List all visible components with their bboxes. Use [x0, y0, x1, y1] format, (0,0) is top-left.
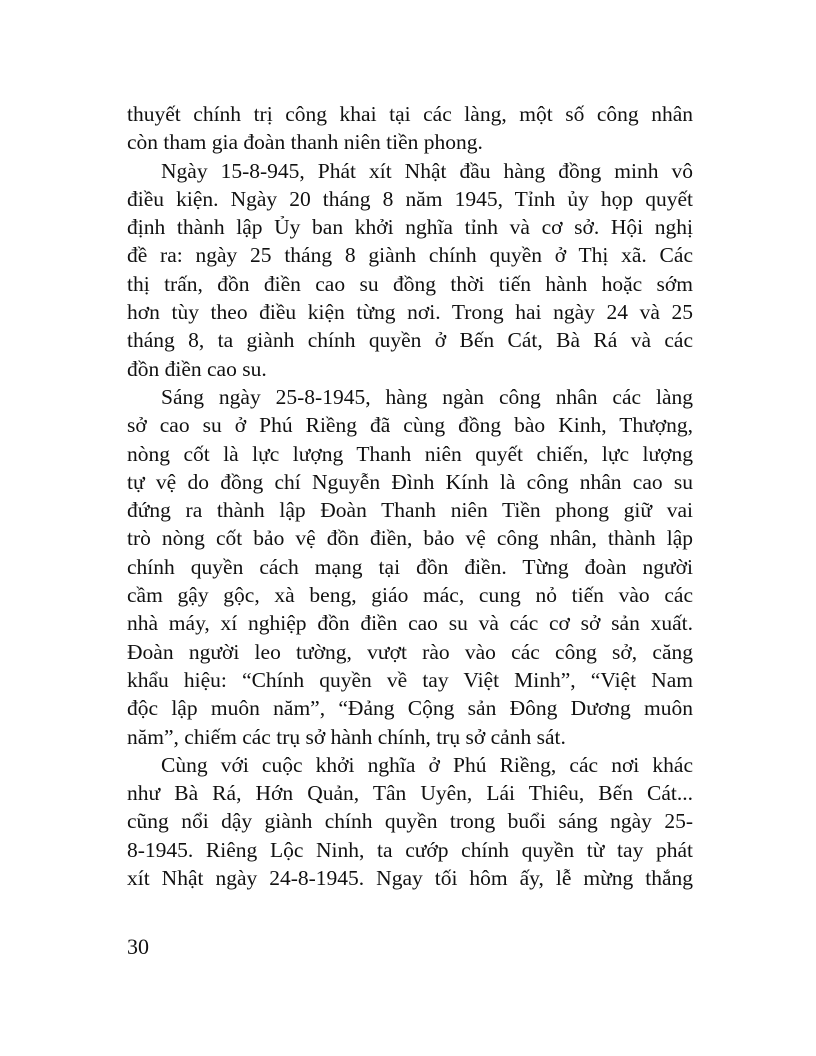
paragraph-2 [127, 157, 693, 383]
paragraph-4 [127, 751, 693, 892]
text-line: cũng nổi dậy giành chính quyền trong buổi sáng ngày 25- [127, 809, 693, 834]
paragraph-1 [127, 100, 693, 157]
text-line: nòng cốt là lực lượng Thanh niên quyết chiến, lực lượng [127, 441, 693, 466]
text-line: trò nòng cốt bảo vệ đồn điền, bảo vệ công nhân, thành lập [127, 526, 693, 551]
text-line: đứng ra thành lập Đoàn Thanh niên Tiền phong giữ vai [127, 498, 693, 523]
text-line: tháng 8, ta giành chính quyền ở Bến Cát, Bà Rá và các [127, 328, 693, 353]
text-line: định thành lập Ủy ban khởi nghĩa tỉnh và cơ sở. Hội nghị [127, 215, 693, 240]
text-line: như Bà Rá, Hớn Quản, Tân Uyên, Lái Thiêu, Bến Cát... [127, 781, 693, 806]
text-line: tự vệ do đồng chí Nguyễn Đình Kính là công nhân cao su [127, 469, 693, 494]
text-line: Cùng với cuộc khởi nghĩa ở Phú Riềng, các nơi khác [161, 752, 693, 777]
text-line: thị trấn, đồn điền cao su đồng thời tiến hành hoặc sớm [127, 271, 693, 296]
text-line: điều kiện. Ngày 20 tháng 8 năm 1945, Tỉnh ủy họp quyết [127, 186, 693, 211]
text-line: chính quyền cách mạng tại đồn điền. Từng đoàn người [127, 554, 693, 579]
text-line: hơn tùy theo điều kiện từng nơi. Trong hai ngày 24 và 25 [127, 300, 693, 325]
text-line: xít Nhật ngày 24-8-1945. Ngay tối hôm ấy, lễ mừng thắng [127, 866, 693, 891]
text-line: còn tham gia đoàn thanh niên tiền phong. [127, 130, 483, 155]
text-line: nhà máy, xí nghiệp đồn điền cao su và các cơ sở sản xuất. [127, 611, 693, 636]
paragraph-3 [127, 383, 693, 751]
text-line: độc lập muôn năm”, “Đảng Cộng sản Đông Dương muôn [127, 696, 693, 721]
text-line: sở cao su ở Phú Riềng đã cùng đồng bào Kinh, Thượng, [127, 413, 693, 438]
text-line: 8-1945. Riêng Lộc Ninh, ta cướp chính quyền từ tay phát [127, 837, 693, 862]
text-line: năm”, chiếm các trụ sở hành chính, trụ sở cảnh sát. [127, 724, 566, 749]
page-body [127, 100, 693, 892]
page-number: 30 [127, 934, 149, 959]
text-line: cầm gậy gộc, xà beng, giáo mác, cung nỏ tiến vào các [127, 583, 693, 608]
text-line: Đoàn người leo tường, vượt rào vào các công sở, căng [127, 639, 693, 664]
text-line: Ngày 15-8-945, Phát xít Nhật đầu hàng đồng minh vô [161, 158, 693, 183]
text-line: đồn điền cao su. [127, 356, 267, 381]
text-line: Sáng ngày 25-8-1945, hàng ngàn công nhân các làng [161, 384, 693, 409]
text-line: thuyết chính trị công khai tại các làng, một số công nhân [127, 102, 693, 126]
text-line: khẩu hiệu: “Chính quyền về tay Việt Minh”, “Việt Nam [127, 667, 693, 692]
text-line: đề ra: ngày 25 tháng 8 giành chính quyền ở Thị xã. Các [127, 243, 693, 268]
